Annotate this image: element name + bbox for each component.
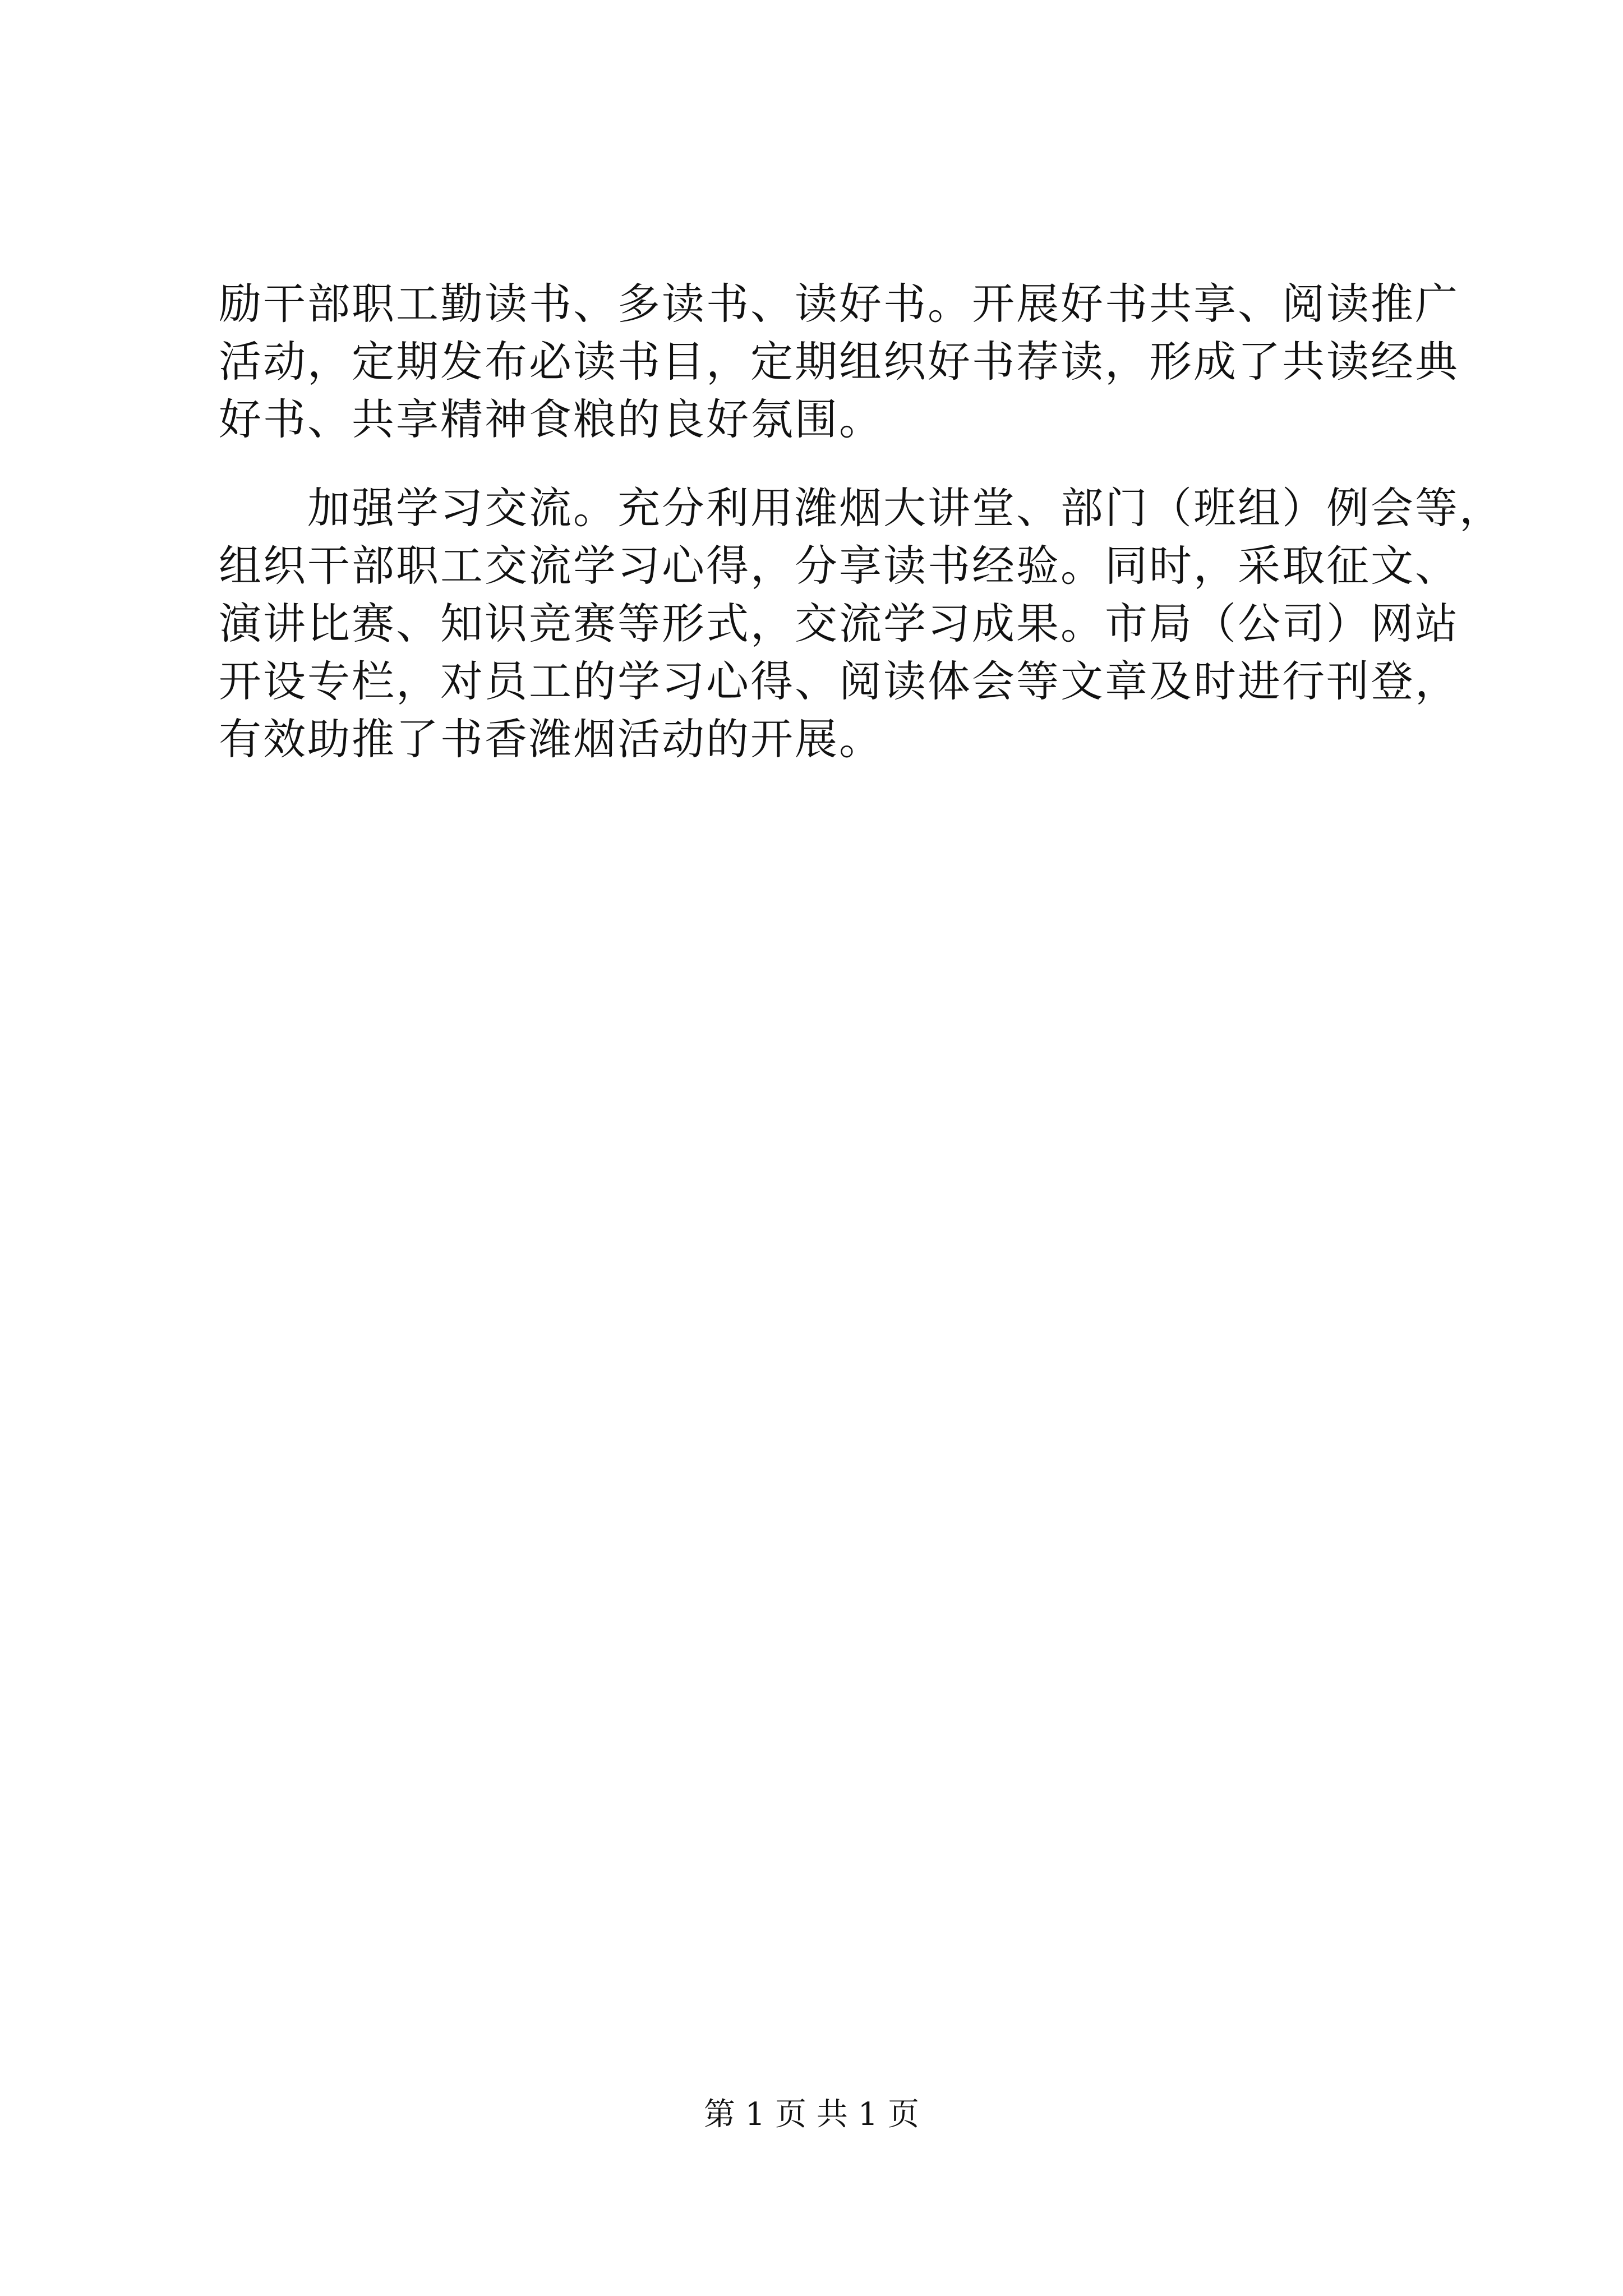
text-line: 开设专栏，对员工的学习心得、阅读体会等文章及时进行刊登，: [219, 656, 1459, 706]
text-line: 活动，定期发布必读书目，定期组织好书荐读，形成了共读经典: [219, 337, 1459, 386]
text-line: 演讲比赛、知识竞赛等形式，交流学习成果。市局（公司）网站: [219, 599, 1459, 648]
text-line: 组织干部职工交流学习心得，分享读书经验。同时，采取征文、: [219, 541, 1459, 591]
text-line: 加强学习交流。充分利用潍烟大讲堂、部门（班组）例会等，: [219, 483, 1504, 533]
text-line: 有效助推了书香潍烟活动的开展。: [219, 714, 883, 764]
text-line: 励干部职工勤读书、多读书、读好书。开展好书共享、阅读推广: [219, 279, 1459, 329]
paragraph: [219, 479, 1504, 768]
document-body: [219, 275, 1504, 768]
paragraph: [219, 275, 1464, 448]
page-footer: 第 1 页 共 1 页: [703, 2096, 920, 2133]
paragraph-spacer: [219, 448, 1464, 479]
text-line: 好书、共享精神食粮的良好氛围。: [219, 394, 883, 444]
